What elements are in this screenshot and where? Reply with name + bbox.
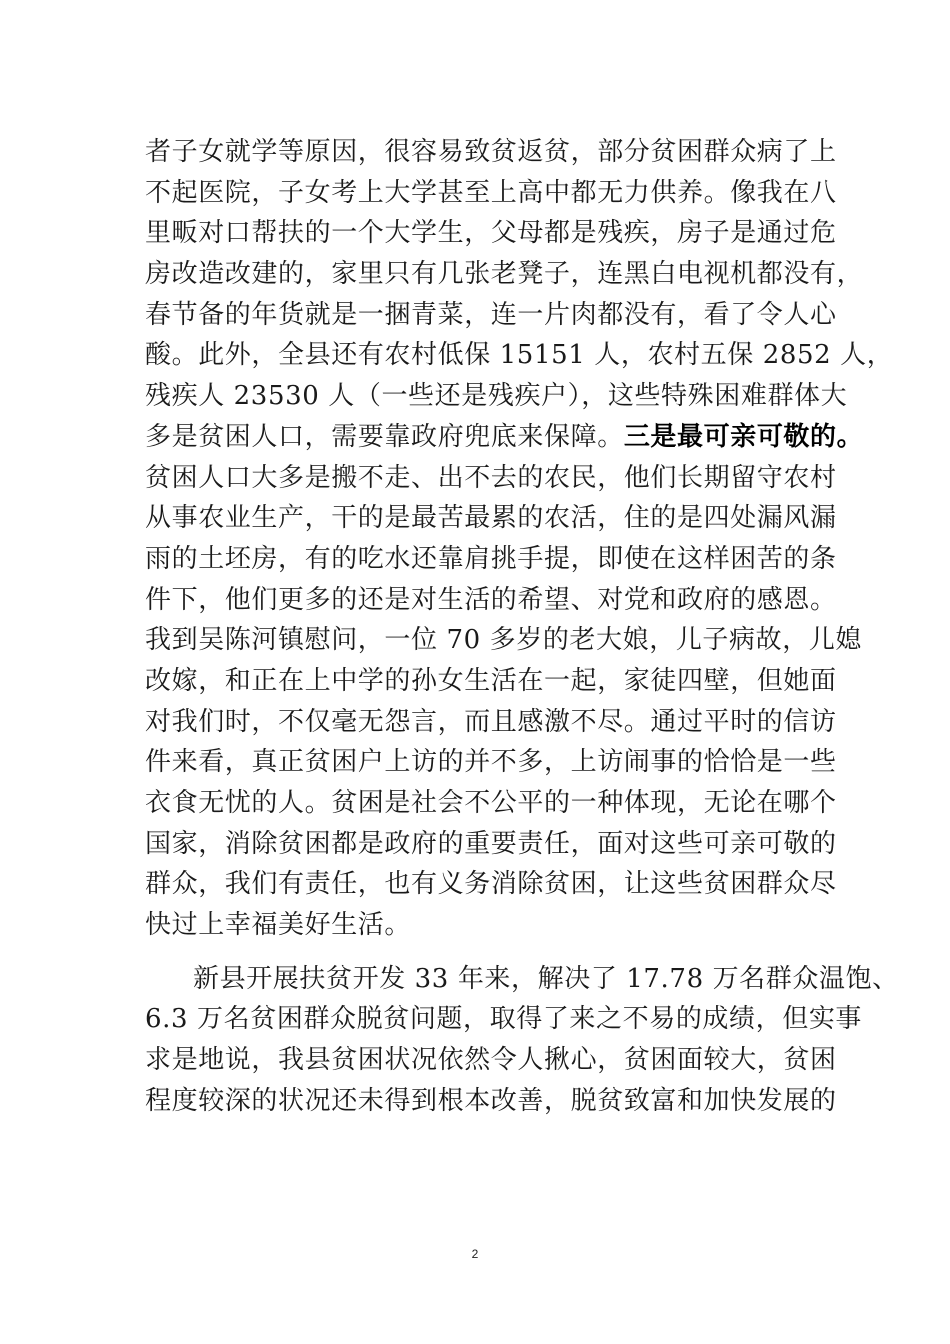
text-line: 群众，我们有责任，也有义务消除贫困，让这些贫困群众尽 — [145, 869, 837, 900]
text-line: 求是地说，我县贫困状况依然令人揪心，贫困面较大，贫困 — [145, 1045, 837, 1076]
text-line: 房改造改建的，家里只有几张老凳子，连黑白电视机都没有， — [145, 259, 864, 290]
text-line: 件来看，真正贫困户上访的并不多，上访闹事的恰恰是一些 — [145, 747, 837, 778]
text-line: 改嫁，和正在上中学的孙女生活在一起，家徒四壁，但她面 — [145, 665, 837, 696]
text-line: 春节备的年货就是一捆青菜，连一片肉都没有，看了令人心 — [145, 299, 837, 330]
text-line: 贫困人口大多是搬不走、出不去的农民，他们长期留守农村 — [145, 462, 837, 493]
text-line: 我到吴陈河镇慰问，一位 70 多岁的老大娘，儿子病故，儿媳 — [145, 625, 863, 656]
text-line-indented: 新县开展扶贫开发 33 年来，解决了 17.78 万名群众温饱、 — [193, 963, 899, 994]
text-line: 者子女就学等原因，很容易致贫返贫，部分贫困群众病了上 — [145, 137, 837, 167]
text-line: 程度较深的状况还未得到根本改善，脱贫致富和加快发展的 — [145, 1085, 837, 1116]
text-line: 里畈对口帮扶的一个大学生，父母都是残疾，房子是通过危 — [145, 218, 837, 249]
text-line: 酸。此外，全县还有农村低保 15151 人，农村五保 2852 人， — [145, 340, 894, 371]
text-line: 对我们时，不仅毫无怨言，而且感激不尽。通过平时的信访 — [145, 706, 837, 737]
text-line: 6.3 万名贫困群众脱贫问题，取得了来之不易的成绩，但实事 — [145, 1004, 863, 1035]
body-text — [145, 132, 899, 1122]
paragraph-gap — [145, 946, 825, 959]
bold-heading-phrase: 三是最可亲可敬的。 — [623, 421, 864, 452]
text-line-mixed — [145, 417, 864, 458]
text-line-normal: 多是贫困人口，需要靠政府兜底来保障。 — [145, 421, 624, 452]
text-line: 衣食无忧的人。贫困是社会不公平的一种体现，无论在哪个 — [145, 788, 837, 818]
page-number: 2 — [471, 1247, 479, 1261]
text-line: 雨的土坯房，有的吃水还靠肩挑手提，即使在这样困苦的条 — [145, 543, 837, 574]
text-line: 不起医院，子女考上大学甚至上高中都无力供养。像我在八 — [145, 177, 837, 208]
text-line: 国家，消除贫困都是政府的重要责任，面对这些可亲可敬的 — [145, 828, 837, 859]
text-line: 残疾人 23530 人（一些还是残疾户），这些特殊困难群体大 — [145, 381, 848, 412]
text-line: 件下，他们更多的还是对生活的希望、对党和政府的感恩。 — [145, 584, 837, 615]
text-line: 快过上幸福美好生活。 — [145, 910, 412, 941]
text-line: 从事农业生产，干的是最苦最累的农活，住的是四处漏风漏 — [145, 503, 837, 534]
